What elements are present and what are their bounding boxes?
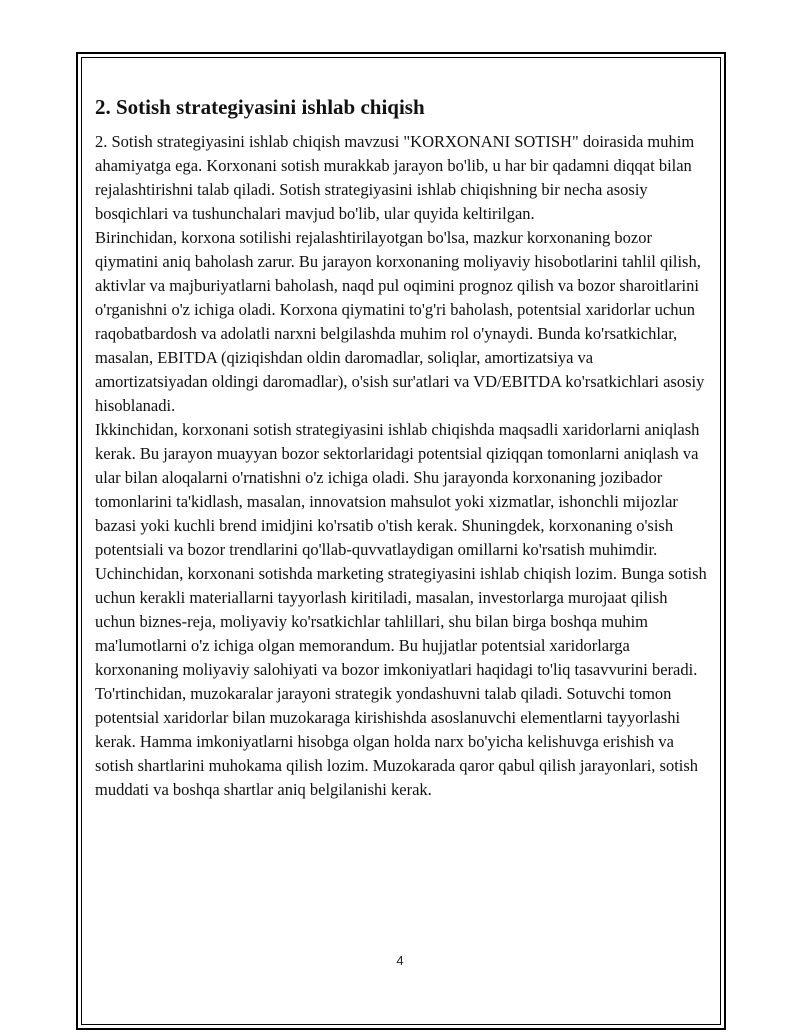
paragraph-fourth: To'rtinchidan, muzokaralar jarayoni strategik yondashuvni talab qiladi. Sotuvchi tomon potentsial xaridorlar bilan muzokaraga kirishishda asoslanuvchi elementlarni tayyorlashi kerak. Hamma imkoniyatlarni hisobga olgan holda narx bo'yicha kelishuvga erishish va sotish shartlarini muhokama qilish lozim. Muzokarada qaror qabul qilish jarayonlari, sotish muddati va boshqa shartlar aniq belgilanishi kerak. [95, 684, 699, 799]
paragraph-intro: 2. Sotish strategiyasini ishlab chiqish mavzusi "KORXONANI SOTISH" doirasida muhim ahamiyatga ega. Korxonani sotish murakkab jarayon bo'lib, u har bir qadamni diqqat bilan rejalashtirishni talab qiladi. Sotish strategiyasini ishlab chiqishning bir necha asosiy bosqichlari va tushunchalari mavjud bo'lib, ular quyida keltirilgan. [95, 132, 695, 223]
page-content [95, 93, 707, 802]
paragraph-first: Birinchidan, korxona sotilishi rejalashtirilayotgan bo'lsa, mazkur korxonaning bozor qiymatini aniq baholash zarur. Bu jarayon korxonaning moliyaviy hisobotlarini tahlil qilish, aktivlar va majburiyatlarni baholash, naqd pul oqimini prognoz qilish va bozor sharoitlarini o'rganishni o'z ichiga oladi. Korxona qiymatini to'g'ri baholash, potentsial xaridorlar uchun raqobatbardosh va adolatli narxni belgilashda muhim rol o'ynaydi. Bunda ko'rsatkichlar, masalan, EBITDA (qiziqishdan oldin daromadlar, soliqlar, amortizatsiya va amortizatsiyadan oldingi daromadlar), o'sish sur'atlari va VD/EBITDA ko'rsatkichlari asosiy hisoblanadi. [95, 228, 705, 415]
paragraph-second: Ikkinchidan, korxonani sotish strategiyasini ishlab chiqishda maqsadli xaridorlarni aniqlash kerak. Bu jarayon muayyan bozor sektorlaridagi potentsial qiziqqan tomonlarni aniqlash va ular bilan aloqalarni o'rnatishni o'z ichiga oladi. Shu jarayonda korxonaning jozibador tomonlarini ta'kidlash, masalan, innovatsion mahsulot yoki xizmatlar, ishonchli mijozlar bazasi yoki kuchli brend imidjini ko'rsatib o'tish kerak. Shuningdek, korxonaning o'sish potentsiali va bozor trendlarini qo'llab-quvvatlaydigan omillarni ko'rsatish muhimdir. [95, 420, 700, 559]
body-text [95, 130, 707, 802]
page-number: 4 [396, 953, 404, 968]
paragraph-third: Uchinchidan, korxonani sotishda marketing strategiyasini ishlab chiqish lozim. Bunga sotish uchun kerakli materiallarni tayyorlash kiritiladi, masalan, investorlarga murojaat qilish uchun biznes-reja, moliyaviy ko'rsatkichlar tahlillari, shu bilan birga boshqa muhim ma'lumotlarni o'z ichiga olgan memorandum. Bu hujjatlar potentsial xaridorlarga korxonaning moliyaviy salohiyati va bozor imkoniyatlari haqidagi to'liq tasavvurini beradi. [95, 564, 707, 679]
section-heading: 2. Sotish strategiyasini ishlab chiqish [95, 95, 425, 119]
